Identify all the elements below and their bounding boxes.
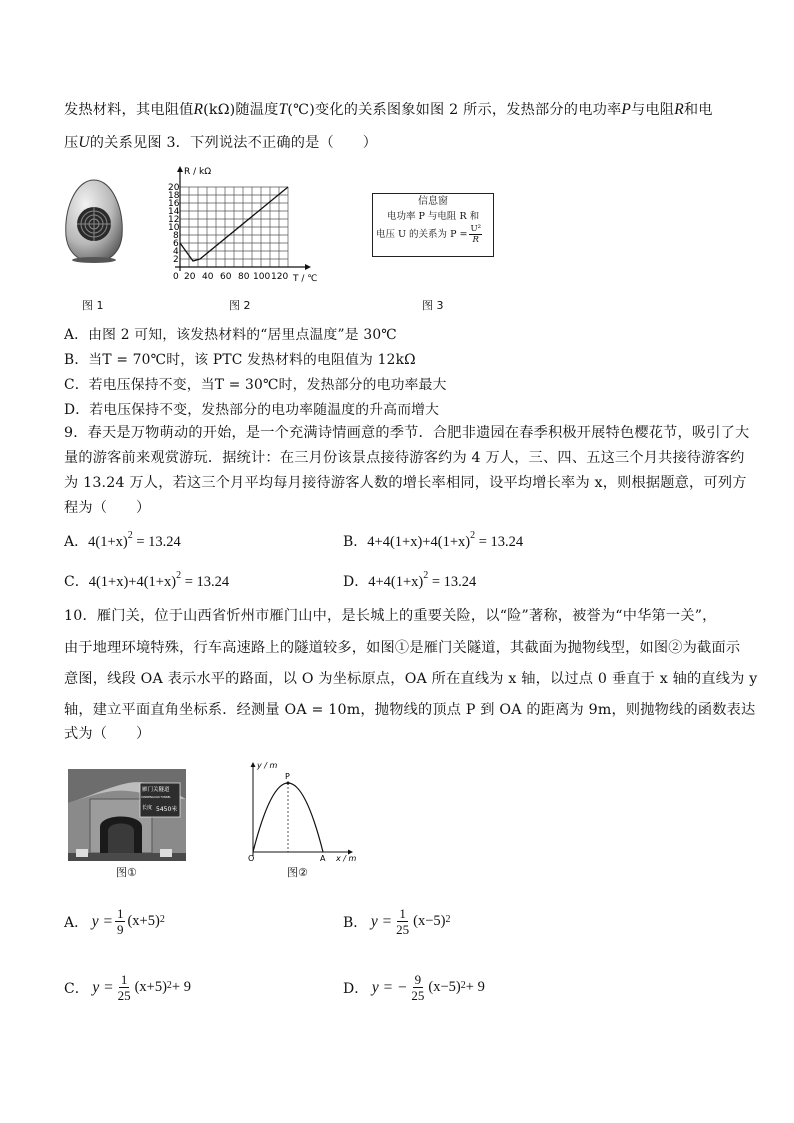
ytick: 10 bbox=[168, 223, 180, 233]
graph-xlabel: T / ℃ bbox=[293, 274, 318, 284]
info-den: R bbox=[472, 235, 479, 245]
info-num: U² bbox=[470, 224, 482, 234]
fig2-caption: 图 2 bbox=[229, 299, 251, 312]
parabola-graph bbox=[240, 760, 360, 864]
vertex-label: P bbox=[285, 772, 290, 781]
origin-label: O bbox=[248, 854, 255, 863]
q10-stem-line-3: 意图，线段 OA 表示水平的路面，以 O 为坐标原点，OA 所在直线为 x 轴，以过点 0 垂直于 x 轴的直线为 y bbox=[64, 671, 758, 687]
ytick: 6 bbox=[173, 239, 179, 249]
ytick: 20 bbox=[168, 183, 180, 193]
xtick: 60 bbox=[220, 272, 232, 282]
q8-option-b: B．当T = 70℃时，该 PTC 发热材料的电阻值为 12kΩ bbox=[64, 352, 416, 368]
sign-length-value: 5450米 bbox=[156, 806, 178, 813]
q10-option-d: D． y = − $\frac{9}{25}$ (x−5) $^2$ + 9 bbox=[343, 972, 485, 1003]
ytick: 4 bbox=[173, 247, 179, 257]
graph-ylabel: R / kΩ bbox=[184, 167, 212, 177]
xtick: 100 bbox=[253, 272, 271, 282]
q9-option-c: C．$4(1+x)+4(1+x)^2 = 13.24$ bbox=[64, 570, 230, 590]
tunnel-photo bbox=[68, 769, 186, 861]
ytick: 16 bbox=[168, 199, 180, 209]
heater-figure bbox=[62, 178, 126, 264]
q10-stem-line-2: 由于地理环境特殊，行车高速路上的隧道较多，如图①是雁门关隧道，其截面为抛物线型，如图②为截面示 bbox=[64, 640, 741, 656]
q8-option-d: D．若电压保持不变，发热部分的电功率随温度的升高而增大 bbox=[64, 402, 440, 418]
q9-option-a: A．$4(1+x)^2 = 13.24$ bbox=[64, 530, 181, 550]
q10-option-a: A． y = $\frac{1}{9}$ (x+5) $^2$ bbox=[64, 906, 165, 937]
resistance-temperature-graph bbox=[165, 163, 325, 289]
graph-y-label: y / m bbox=[257, 761, 278, 770]
fig1-caption: 图 1 bbox=[82, 299, 104, 312]
q9-option-d: D．$4+4(1+x)^2 = 13.24$ bbox=[343, 570, 477, 590]
q9-stem-line-1: 9．春天是万物萌动的开始，是一个充满诗情画意的季节．合肥非遗园在春季积极开展特色樱花节，吸引了大 bbox=[64, 425, 750, 441]
q10-stem-line-1: 10．雁门关，位于山西省忻州市雁门山中，是长城上的重要关险，以“险”著称，被誉为“中华第一关”， bbox=[64, 608, 717, 624]
ytick: 8 bbox=[173, 231, 179, 241]
q9-stem-line-3: 为 13.24 万人，若这三个月平均每月接待游客人数的增长率相同，设平均增长率为 x，则根据题意，可列方 bbox=[64, 475, 747, 491]
ytick: 18 bbox=[168, 191, 180, 201]
xtick: 80 bbox=[238, 272, 250, 282]
q9-stem-line-2: 量的游客前来观赏游玩．据统计：在三月份该景点接待游客约为 4 万人，三、四、五这三个月共接待游客约 bbox=[64, 450, 745, 466]
q9-option-b: B．$4+4(1+x)+4(1+x)^2 = 13.24$ bbox=[343, 530, 524, 550]
q8-option-c: C．若电压保持不变，当T = 30℃时，发热部分的电功率最大 bbox=[64, 377, 447, 393]
fig-1-caption: 图① bbox=[116, 866, 137, 879]
graph-origin: 0 bbox=[173, 272, 179, 282]
fig3-caption: 图 3 bbox=[422, 299, 444, 312]
xtick: 40 bbox=[202, 272, 214, 282]
q9-stem-line-4: 程为（ ） bbox=[64, 500, 151, 516]
xtick: 20 bbox=[184, 272, 196, 282]
q8-stem-line-2: 压U的关系见图 3．下列说法不正确的是（ ） bbox=[64, 134, 378, 151]
point-a-label: A bbox=[320, 854, 326, 863]
info-line-1: 电功率 P 与电阻 R 和 bbox=[387, 211, 480, 222]
fig-2-caption: 图② bbox=[287, 866, 308, 879]
sign-length-label: 长度 bbox=[142, 805, 153, 811]
ytick: 12 bbox=[168, 215, 180, 225]
q10-stem-line-5: 式为（ ） bbox=[64, 726, 151, 742]
info-window bbox=[372, 193, 494, 257]
q8-stem-line-1: 发热材料，其电阻值R(kΩ)随温度T(℃)变化的关系图象如图 2 所示，发热部分的电功率P与电阻R和电 bbox=[64, 101, 713, 118]
info-title: 信息窗 bbox=[418, 196, 448, 207]
sign-sub: YANMENGUAN TUNNEL bbox=[141, 796, 171, 799]
xtick: 120 bbox=[271, 272, 289, 282]
q8-option-a: A．由图 2 可知，该发热材料的“居里点温度”是 30℃ bbox=[64, 327, 397, 343]
q10-option-c: C． y = $\frac{1}{25}$ (x+5) $^2$ + 9 bbox=[64, 972, 191, 1003]
q10-option-b: B． y = $\frac{1}{25}$ (x−5) $^2$ bbox=[343, 906, 451, 937]
q10-stem-line-4: 轴，建立平面直角坐标系．经测量 OA = 10m，抛物线的顶点 P 到 OA 的距离为 9m，则抛物线的函数表达 bbox=[64, 702, 756, 718]
ytick: 14 bbox=[168, 207, 180, 217]
ytick: 2 bbox=[173, 255, 179, 265]
graph-x-label: x / m bbox=[336, 854, 357, 863]
info-line-2: 电压 U 的关系为 P = $\frac{\text{U²}}{R}$ bbox=[376, 224, 482, 245]
sign-title: 雁门关隧道 bbox=[142, 787, 170, 793]
